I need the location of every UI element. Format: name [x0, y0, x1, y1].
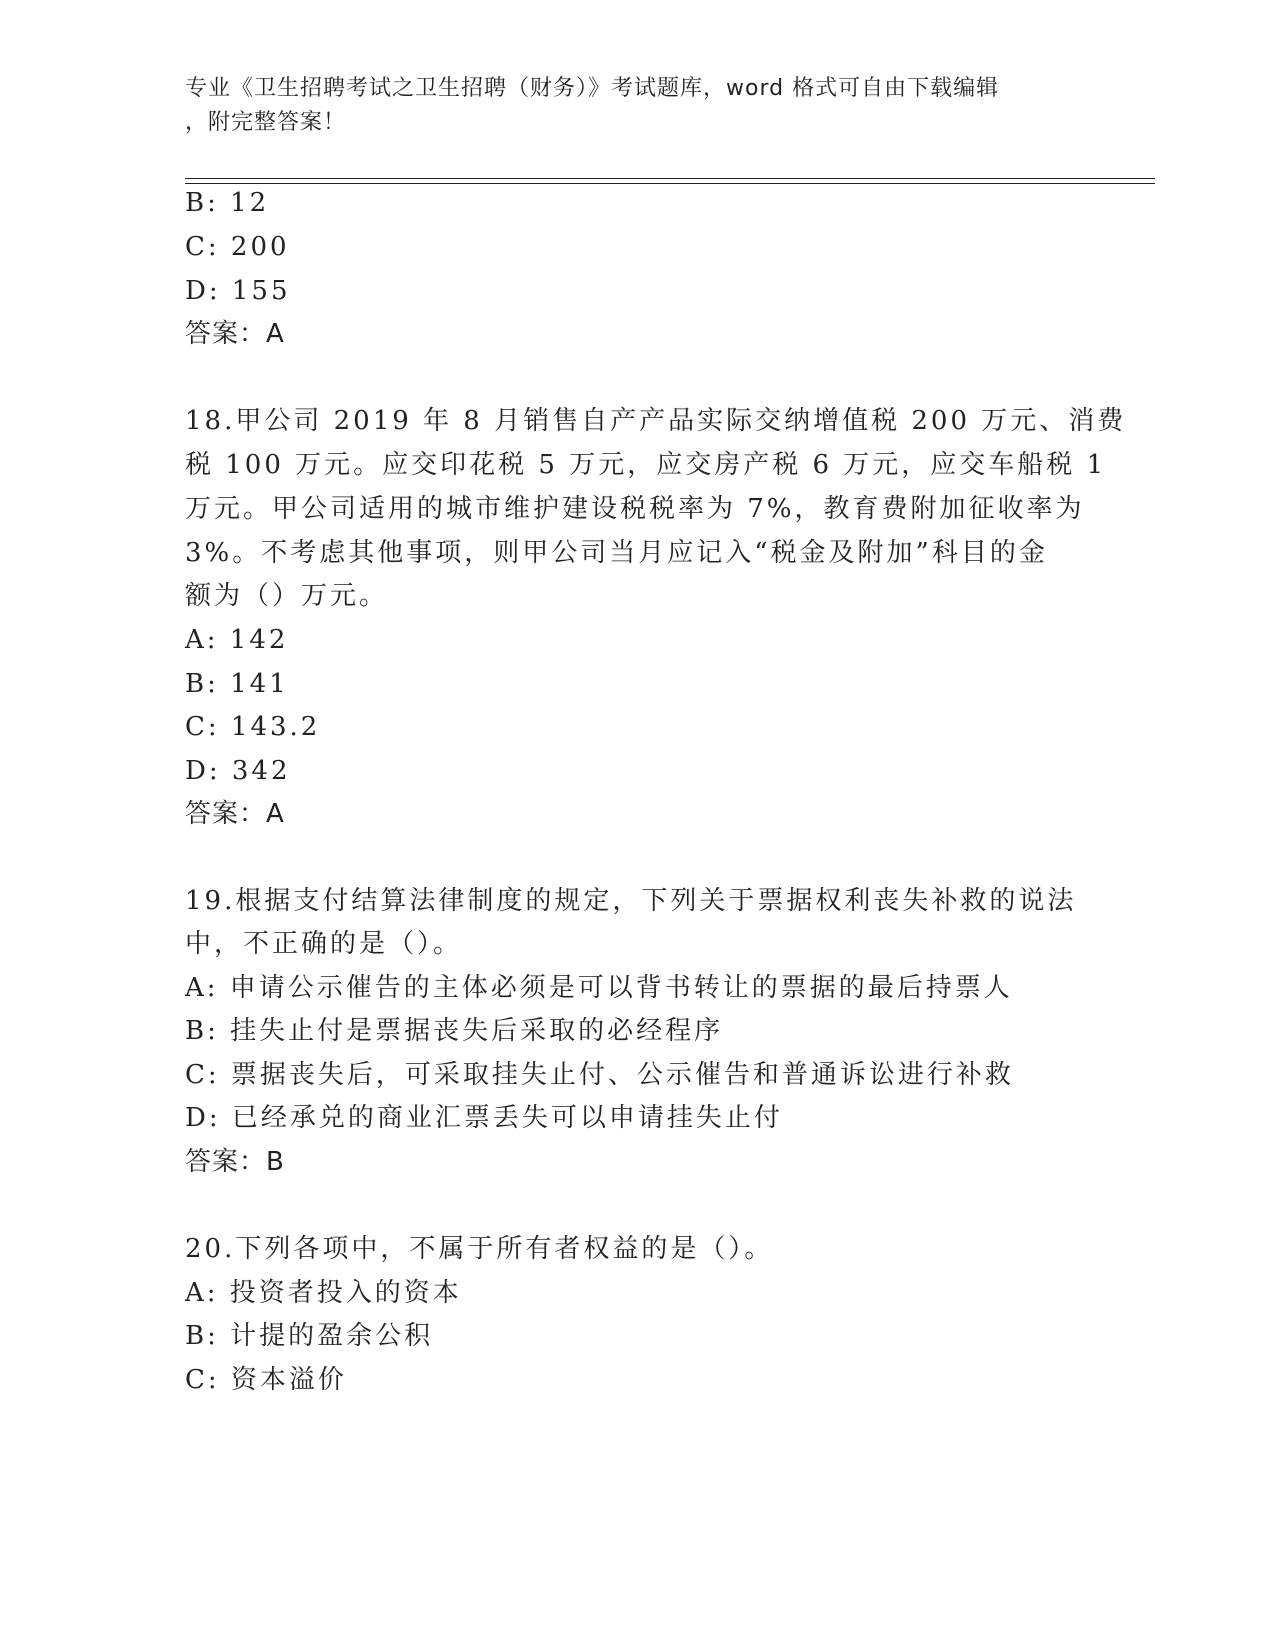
q18-option-a: A: 142 — [185, 625, 289, 655]
header-divider-top — [185, 178, 1155, 179]
q19-option-c: C: 票据丧失后，可采取挂失止付、公示催告和普通诉讼进行补救 — [185, 1060, 1014, 1090]
q19-stem-line: 19.根据支付结算法律制度的规定，下列关于票据权利丧失补救的说法 — [185, 886, 1077, 916]
q19-answer: 答案：B — [185, 1147, 285, 1177]
q18-stem-line: 税 100 万元。应交印花税 5 万元，应交房产税 6 万元，应交车船税 1 — [185, 450, 1107, 480]
q20-option-c: C: 资本溢价 — [185, 1365, 347, 1395]
document-header — [185, 72, 1065, 140]
q18-option-c: C: 143.2 — [185, 712, 321, 742]
q19-option-b: B: 挂失止付是票据丧失后采取的必经程序 — [185, 1016, 724, 1046]
q18-option-b: B: 141 — [185, 669, 289, 699]
q20-option-a: A: 投资者投入的资本 — [185, 1278, 462, 1308]
q20-stem-line: 20.下列各项中，不属于所有者权益的是（）。 — [185, 1234, 774, 1264]
q17-option-b: B: 12 — [185, 188, 270, 218]
q17-option-d: D: 155 — [185, 276, 291, 306]
q20-option-b: B: 计提的盈余公积 — [185, 1321, 434, 1351]
q18-stem-line: 3%。不考虑其他事项，则甲公司当月应记入“税金及附加”科目的金 — [185, 538, 1048, 568]
q18-option-d: D: 342 — [185, 756, 291, 786]
q19-stem-line: 中，不正确的是（）。 — [185, 929, 463, 959]
q17-answer: 答案：A — [185, 319, 285, 349]
q18-stem-line: 万元。甲公司适用的城市维护建设税税率为 7%，教育费附加征收率为 — [185, 494, 1085, 524]
q18-answer: 答案：A — [185, 799, 285, 829]
q18-stem-line: 额为（）万元。 — [185, 581, 389, 611]
q19-option-a: A: 申请公示催告的主体必须是可以背书转让的票据的最后持票人 — [185, 973, 1013, 1003]
q17-option-c: C: 200 — [185, 232, 290, 262]
header-title-line-2: ，附完整答案！ — [185, 110, 347, 135]
q19-option-d: D: 已经承兑的商业汇票丢失可以申请挂失止付 — [185, 1103, 783, 1133]
q18-stem-line: 18.甲公司 2019 年 8 月销售自产产品实际交纳增值税 200 万元、消费 — [185, 406, 1127, 436]
header-divider-bottom — [185, 183, 1155, 184]
header-title-line-1: 专业《卫生招聘考试之卫生招聘（财务）》考试题库，word 格式可自由下载编辑 — [185, 76, 1000, 101]
